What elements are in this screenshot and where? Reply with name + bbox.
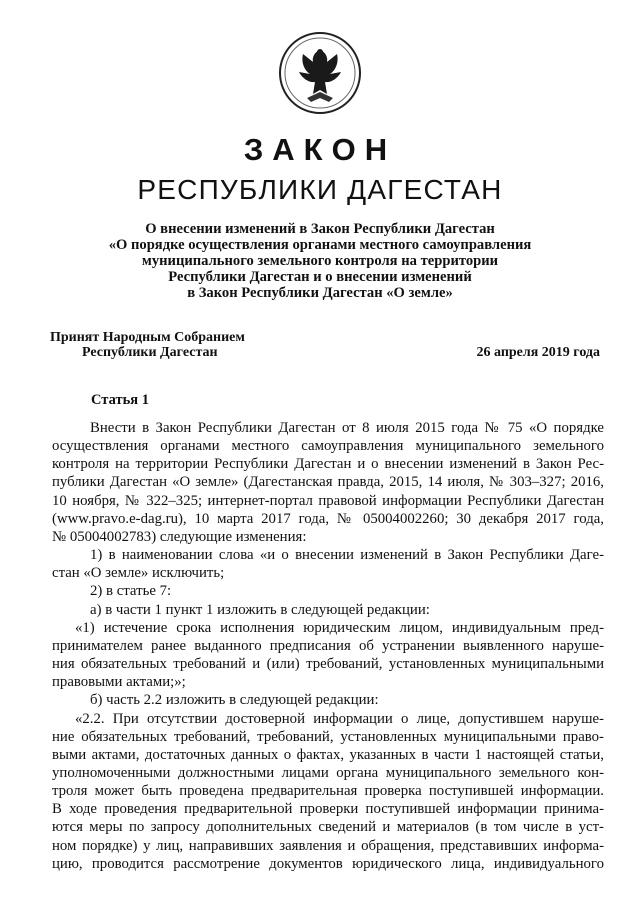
body-line: правовыми актами;»;: [52, 674, 186, 691]
body-line: «2.2. При отсутствии достоверной информации о лице, допустившем наруше-: [75, 710, 604, 727]
body-line: (www.pravo.e-dag.ru), 10 марта 2017 года, № 05004002260; 30 декабря 2017 года,: [52, 510, 604, 527]
body-line: № 05004002783) следующие изменения:: [52, 528, 307, 545]
body-line: «1) истечение срока исполнения юридическим лицом, индивидуальным пред-: [75, 619, 604, 636]
body-line: уполномоченными должностными лицами органа муниципального земельного кон-: [52, 764, 604, 781]
body-line: цию, проводится рассмотрение документов юридического лица, индивидуального: [52, 855, 604, 872]
body-line: выми актами, достаточных данных о фактах, указанных в части 1 настоящей статьи,: [52, 746, 604, 763]
heading-line: в Закон Республики Дагестан «О земле»: [187, 285, 453, 301]
body-line: Внести в Закон Республики Дагестан от 8 июля 2015 года № 75 «О порядке: [90, 420, 604, 436]
body-line: принимателем ранее выданного предписания об устранении выявленного наруше-: [52, 637, 604, 654]
eagle-emblem-icon: [277, 30, 363, 116]
body-line: В ходе проведения предварительной проверки поступившей информации принима-: [52, 801, 604, 818]
coat-of-arms-emblem: [277, 30, 363, 116]
adopted-by-line: Принят Народным Собранием: [50, 330, 245, 345]
body-line: троля может быть проведена предварительная проверка поступившей информации.: [52, 783, 604, 800]
body-line: публики Дагестан «О земле» (Дагестанская правда, 2015, 14 июля, № 303–327; 2016,: [52, 474, 604, 491]
adopted-by-line: Республики Дагестан: [82, 345, 218, 360]
adoption-info: [50, 330, 245, 360]
heading-line: О внесении изменений в Закон Республики Дагестан: [145, 221, 495, 237]
body-line: ние обязательных требований, требований, установленных муниципальными право-: [52, 728, 604, 745]
body-line: б) часть 2.2 изложить в следующей редакции:: [90, 692, 379, 709]
heading-line: Республики Дагестан и о внесении изменений: [168, 269, 472, 285]
body-line: ются меры по запросу дополнительных сведений и материалов (в том числе в уст-: [52, 819, 604, 836]
heading-line: «О порядке осуществления органами местного самоуправления: [108, 237, 532, 253]
article-body: [52, 419, 604, 873]
body-line: а) в части 1 пункт 1 изложить в следующей редакции:: [90, 601, 430, 618]
body-line: 10 ноября, № 322–325; интернет-портал правовой информации Республики Дагестан: [52, 492, 604, 509]
body-line: 2) в статье 7:: [90, 583, 172, 600]
body-line: 1) в наименовании слова «и о внесении изменений в Закон Республики Даге-: [90, 547, 604, 564]
republic-title: РЕСПУБЛИКИ ДАГЕСТАН: [137, 174, 503, 205]
body-line: ном порядке) у лиц, направивших заявления и обращения, представивших информа-: [52, 837, 604, 854]
adoption-date: 26 апреля 2019 года: [476, 345, 600, 360]
article-title: Статья 1: [91, 392, 149, 408]
law-title: ЗАКОН: [243, 132, 397, 167]
heading-line: муниципального земельного контроля на территории: [141, 253, 499, 269]
law-heading: [0, 221, 640, 301]
body-line: стан «О земле» исключить;: [52, 565, 225, 582]
body-line: ния обязательных требований и (или) требований, установленных муниципальными: [52, 656, 604, 673]
body-line: осуществления органами местного самоуправления муниципального земельного: [52, 438, 604, 455]
body-line: контроля на территории Республики Дагестан и о внесении изменений в Закон Рес-: [52, 456, 604, 473]
